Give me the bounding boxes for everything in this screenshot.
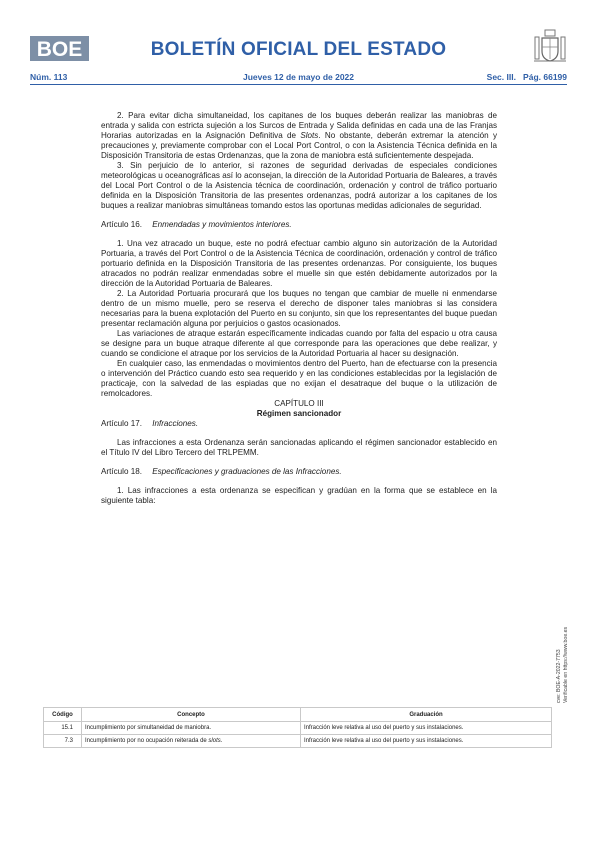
cell-grading: Infracción leve relativa al uso del puerto y sus instalaciones.	[301, 722, 552, 735]
cell-code: 7.3	[44, 735, 82, 748]
cell-concept: Incumplimiento por simultaneidad de maniobra.	[82, 722, 301, 735]
header-divider	[30, 84, 567, 85]
cell-grading: Infracción leve relativa al uso del puerto y sus instalaciones.	[301, 735, 552, 748]
logo-text: BOE	[36, 38, 83, 61]
paragraph: Las infracciones a esta Ordenanza serán sancionadas aplicando el régimen sancionador establecido en el Título IV del Libro Tercero del TRLPEMM.	[101, 438, 497, 457]
chapter-title: Régimen sancionador	[256, 409, 342, 418]
article-16-heading: Artículo 16. Enmendadas y movimientos interiores.	[101, 220, 292, 229]
section-page	[487, 72, 567, 82]
page-title: BOLETÍN OFICIAL DEL ESTADO	[150, 39, 447, 60]
coat-of-arms-icon	[533, 29, 567, 65]
verification-link[interactable]: Verificable en https://www.boe.es	[563, 626, 569, 703]
paragraph: 3. Sin perjuicio de lo anterior, si razones de seguridad derivadas de especiales condiciones meteorológicas u oceanográficas así lo aconsejan, la dirección de la Autoridad Portuaria de Baleares, a través del Local Port Control o de la Asistencia técnica de coordinación, ordenación y control de tráfico portuario definida en la Disposición Transitoria de las presentes ordenanzas, podrá autorizar a los capitanes de los buques a realizar maniobras simultáneas tomando estos las oportunas medidas adicionales de seguridad.	[101, 161, 497, 210]
document-body	[101, 111, 497, 506]
page-number: Pág. 66199	[523, 72, 567, 82]
issue-date: Jueves 12 de mayo de 2022	[242, 72, 355, 82]
page-subheader	[30, 72, 567, 84]
table-row	[44, 722, 552, 735]
paragraph: Las variaciones de atraque estarán específicamente indicadas cuando por falta del espacio u otra causa se designe para un buque atraque diferente al que corresponde para las operaciones que debe realizar, y cuando se condicione el atraque por los servicios de la Autoridad Portuaria al hacer su designación.	[101, 329, 497, 358]
paragraph: 2. Para evitar dicha simultaneidad, los capitanes de los buques deberán realizar las maniobras de entrada y salida con estricta sujeción a los Surcos de Entrada y Salida definidas en cada una de las Franjas Horarias autorizadas en la Asignación Definitiva de Slots. No obstante, deberán extremar la atención y precauciones y, previamente comprobar con el Local Port Control, o con la Asistencia Técnica definida en la Disposición Transitoria de estas Ordenanzas, que la zona de maniobra está suficientemente despejada.	[101, 111, 497, 160]
chapter-number: CAPÍTULO III	[274, 399, 324, 408]
paragraph: 2. La Autoridad Portuaria procurará que los buques no tengan que cambiar de muelle ni enmendarse dentro de un mismo muelle, pero se reserva el derecho de disponer tales maniobras si las considera necesarias para la buena explotación del Puerto en su conjunto, sin que los representantes del buque puedan presentar reclamación alguna por perjuicios o gastos ocasionados.	[101, 289, 497, 328]
column-header-code: Código	[44, 708, 82, 722]
paragraph: En cualquier caso, las enmendadas o movimientos dentro del Puerto, han de efectuarse con la presencia o intervención del Práctico cuando esto sea requerido y en las condiciones establecidas por la legislación de practicaje, con la salvedad de las espiadas que no exijan el desatraque del buque o la utilización de remolcadores.	[101, 359, 497, 398]
verification-sidebar	[556, 613, 576, 703]
cell-code: 15.1	[44, 722, 82, 735]
page-header	[30, 34, 567, 64]
column-header-concept: Concepto	[82, 708, 301, 722]
cell-concept: Incumplimiento por no ocupación reiterada de slots.	[82, 735, 301, 748]
cve-code: cve: BOE-A-2022-7753	[556, 649, 562, 703]
issue-number: Núm. 113	[30, 72, 68, 82]
paragraph: 1. Las infracciones a esta ordenanza se especifican y gradúan en la forma que se establece en la siguiente tabla:	[101, 486, 497, 505]
infractions-table	[43, 707, 552, 748]
section-label: Sec. III.	[486, 72, 516, 82]
column-header-grading: Graduación	[301, 708, 552, 722]
table-row	[44, 735, 552, 748]
article-17-heading: Artículo 17. Infracciones.	[101, 419, 199, 428]
table-header-row	[44, 708, 552, 722]
article-18-heading: Artículo 18. Especificaciones y graduaciones de las Infracciones.	[101, 467, 342, 476]
paragraph: 1. Una vez atracado un buque, este no podrá efectuar cambio alguno sin autorización de la Autoridad Portuaria, a través del Port Control o de la Asistencia Técnica de coordinación, ordenación y control de tráfico portuario definida en la Disposición Transitoria de las presentes ordenanzas. Por consiguiente, los buques atracados no podrán realizar enmendadas sobre el muelle sin que estén debidamente autorizados por la dirección de la Autoridad Portuaria de Baleares.	[101, 239, 497, 288]
